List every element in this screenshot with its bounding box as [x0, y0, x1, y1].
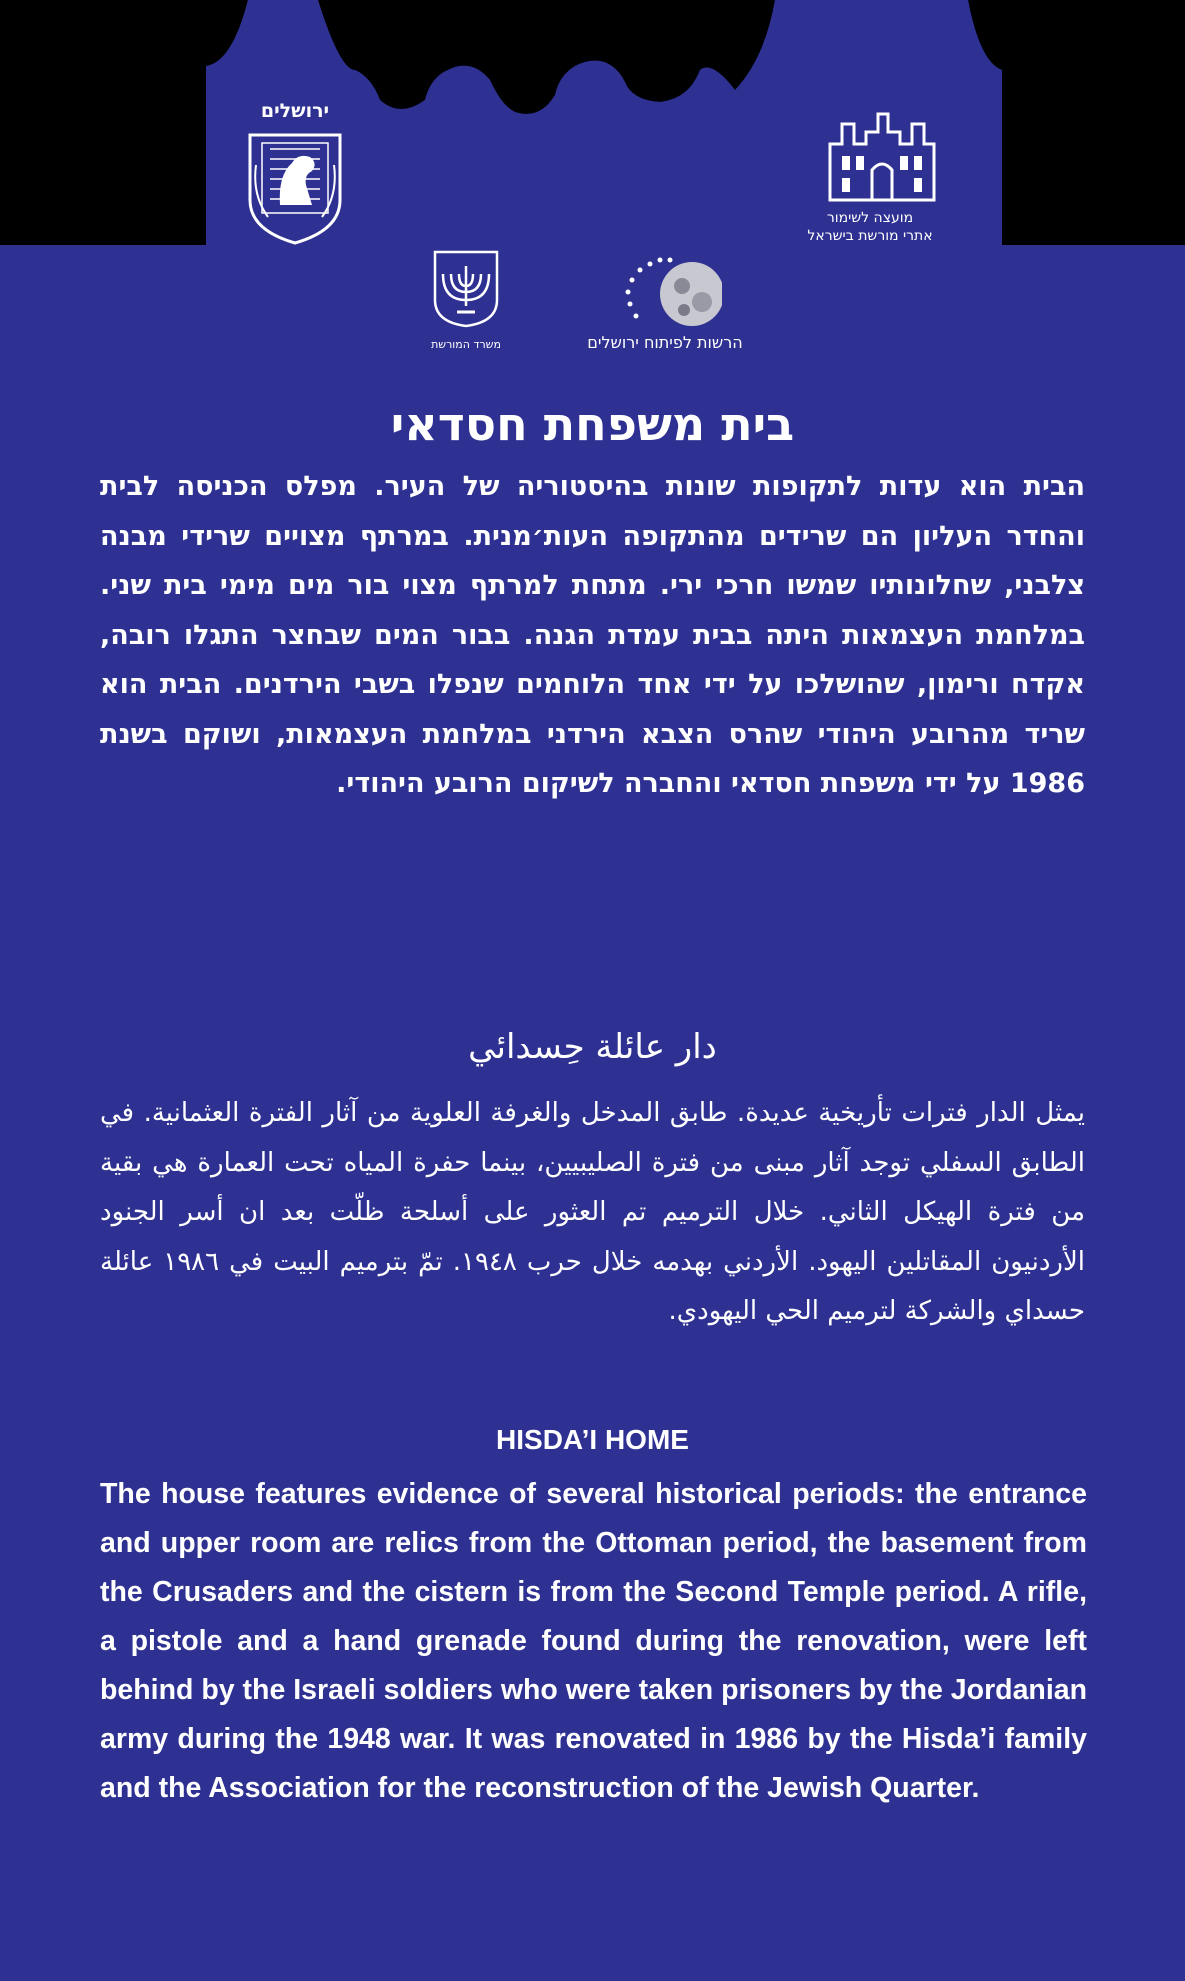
- english-body: The house features evidence of several historical periods: the entrance and upper room are relics from the Ottoman period, the basement from the Crusaders and the cistern is from the Second Temple period. A rifle, a pistole and a hand grenade found during the renovation, were left behind by the Israeli soldiers who were taken prisoners by the Jordanian army during the 1948 war. It was renovated in 1986 by the Hisda’i family and the Association for the reconstruction of the Jewish Quarter.: [100, 1478, 1087, 1804]
- english-title: HISDA’I HOME: [496, 1424, 689, 1455]
- heritage-council-caption-line2: אתרי מורשת בישראל: [807, 228, 933, 244]
- arabic-title: دار عائلة حِسدائي: [468, 1027, 717, 1067]
- hebrew-title: בית משפחת חסדאי: [390, 397, 795, 451]
- heritage-ministry-logo: [431, 248, 501, 328]
- heritage-council-logo: [822, 104, 942, 204]
- jerusalem-development-caption: הרשות לפיתוח ירושלים: [587, 333, 743, 352]
- heritage-council-caption-line1: מועצה לשימור: [826, 210, 914, 226]
- hebrew-body: הבית הוא עדות לתקופות שונות בהיסטוריה של העיר. מפלס הכניסה לבית והחדר העליון הם שרידים מהתקופה העות׳מנית. במרתף מצויים שרידי מבנה צלבני, שחלונותיו שמשו חרכי ירי. מתחת למרתף מצוי בור מים מימי בית שני. במלחמת העצמאות היתה בבית עמדת הגנה. בבור המים שבחצר התגלו רובה, אקדח ורימון, שהושלכו על ידי אחד הלוחמים שנפלו בשבי הירדנים. הבית הוא שריד מהרובע היהודי שהרס הצבא הירדני במלחמת העצמאות, ושוקם בשנת 1986 על ידי משפחת חסדאי והחברה לשיקום הרובע היהודי.: [100, 471, 1085, 799]
- jerusalem-development-logo: [612, 256, 722, 336]
- menorah-emblem-icon: [431, 248, 501, 328]
- heritage-ministry-caption: משרד המורשת: [431, 338, 501, 351]
- heritage-building-icon: [822, 104, 942, 204]
- jerusalem-caption: ירושלים: [260, 100, 330, 122]
- jerusalem-emblem: [240, 105, 350, 245]
- dotted-globe-icon: [612, 256, 722, 336]
- jerusalem-lion-emblem-icon: [240, 105, 350, 245]
- arabic-body: يمثل الدار فترات تأريخية عديدة. طابق المدخل والغرفة العلوية من آثار الفترة العثمانية. في الطابق السفلي توجد آثار مبنى من فترة الصليبيين، بينما حفرة المياه تحت العمارة هي بقية من فترة الهيكل الثاني. خلال الترميم تم العثور على أسلحة ظلّت بعد ان أسر الجنود الأردنيون المقاتلين اليهود. الأردني بهدمه خلال حرب ١٩٤٨. تمّ بترميم البيت في ١٩٨٦ عائلة حسداي والشركة لترميم الحي اليهودي.: [100, 1098, 1086, 1326]
